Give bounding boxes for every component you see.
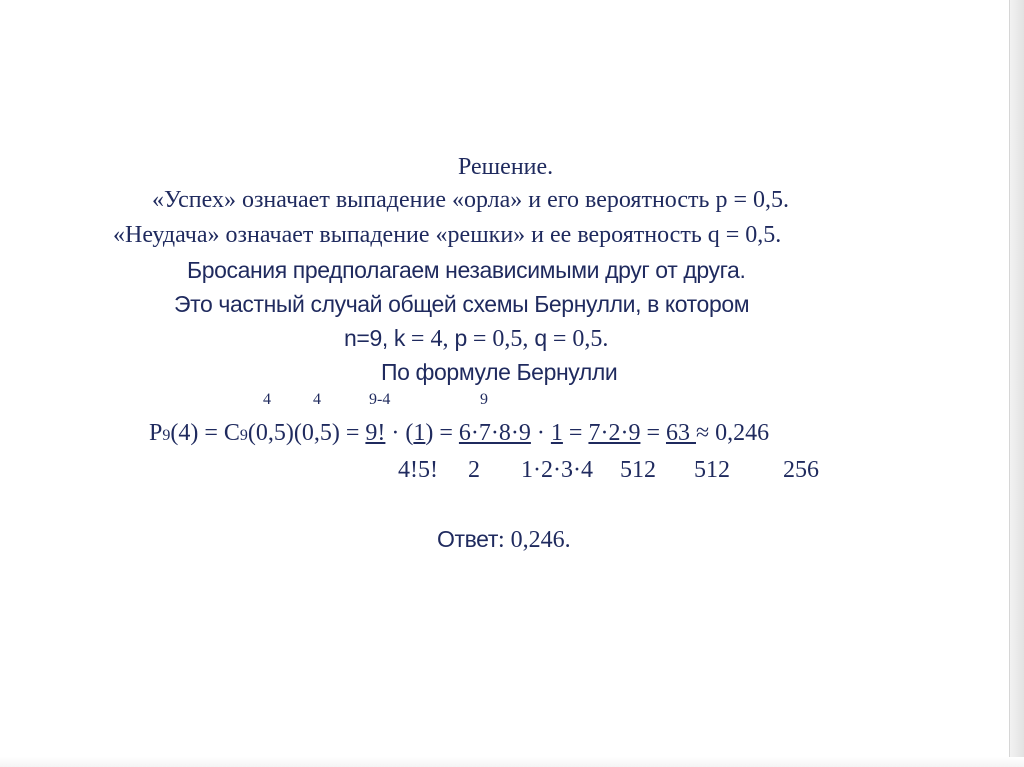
numerator-6: 63	[665, 420, 696, 446]
formula-P-argument: (4) = С	[170, 420, 240, 446]
param-p-value: = 0,5,	[466, 326, 535, 352]
param-p: р	[454, 325, 467, 351]
param-n: n	[344, 325, 357, 351]
failure-text: «Неудача» означает выпадение «решки» и ее вероятность	[113, 222, 708, 248]
formula-dot-1: · (	[385, 420, 414, 446]
denominator-1: 4!5!	[398, 457, 438, 483]
parameters-line	[344, 324, 608, 353]
denominator-5: 512	[694, 457, 730, 483]
formula-approx: ≈ 0,246	[695, 420, 770, 446]
param-k-value: = 4,	[404, 326, 455, 352]
numerator-5: 7·2·9	[588, 420, 641, 446]
superscript-2: 4	[313, 391, 321, 408]
formula-equals-2: =	[640, 420, 666, 446]
numerator-4: 1	[550, 420, 563, 446]
slide-bottom-shadow	[0, 757, 1024, 767]
success-value: = 0,5.	[727, 187, 790, 213]
answer-line	[437, 525, 571, 554]
bernoulli-formula	[149, 419, 769, 450]
formula-factors: (0,5)(0,5) =	[247, 420, 366, 446]
superscript-3: 9-4	[369, 391, 391, 408]
failure-line	[113, 221, 781, 249]
formula-intro: По формуле Бернулли	[381, 359, 618, 385]
param-q: q	[534, 325, 547, 351]
answer-label: Ответ	[437, 526, 498, 552]
success-line	[152, 186, 789, 214]
slide-right-frame	[1010, 0, 1024, 767]
denominator-6: 256	[783, 457, 819, 483]
formula-P-subscript: 9	[162, 427, 171, 444]
success-text: «Успех» означает выпадение «орла» и его вероятность	[152, 187, 716, 213]
failure-value: = 0,5.	[719, 222, 782, 248]
formula-C-subscript: 9	[239, 427, 248, 444]
superscript-4: 9	[480, 391, 488, 408]
superscript-1: 4	[263, 391, 271, 408]
numerator-1: 9!	[365, 420, 386, 446]
success-variable: р	[715, 187, 728, 213]
independence-line: Бросания предполагаем независимыми друг от друга.	[187, 257, 746, 283]
formula-close-1: ) =	[425, 420, 459, 446]
failure-variable: q	[707, 222, 720, 248]
answer-value: : 0,246.	[497, 527, 571, 553]
denominator-2: 2	[468, 457, 480, 483]
param-q-value: = 0,5.	[546, 326, 609, 352]
solution-title: Решение.	[458, 154, 554, 180]
param-n-value: =9,	[356, 325, 394, 351]
denominator-4: 512	[620, 457, 656, 483]
numerator-2: 1	[413, 420, 426, 446]
param-k: k	[393, 325, 405, 351]
formula-equals-1: =	[562, 420, 589, 446]
bernoulli-scheme-line: Это частный случай общей схемы Бернулли, в котором	[174, 291, 750, 317]
formula-P: P	[149, 420, 163, 446]
formula-dot-2: ·	[530, 420, 551, 446]
numerator-3: 6·7·8·9	[458, 420, 531, 446]
denominator-3: 1·2·3·4	[521, 457, 593, 483]
